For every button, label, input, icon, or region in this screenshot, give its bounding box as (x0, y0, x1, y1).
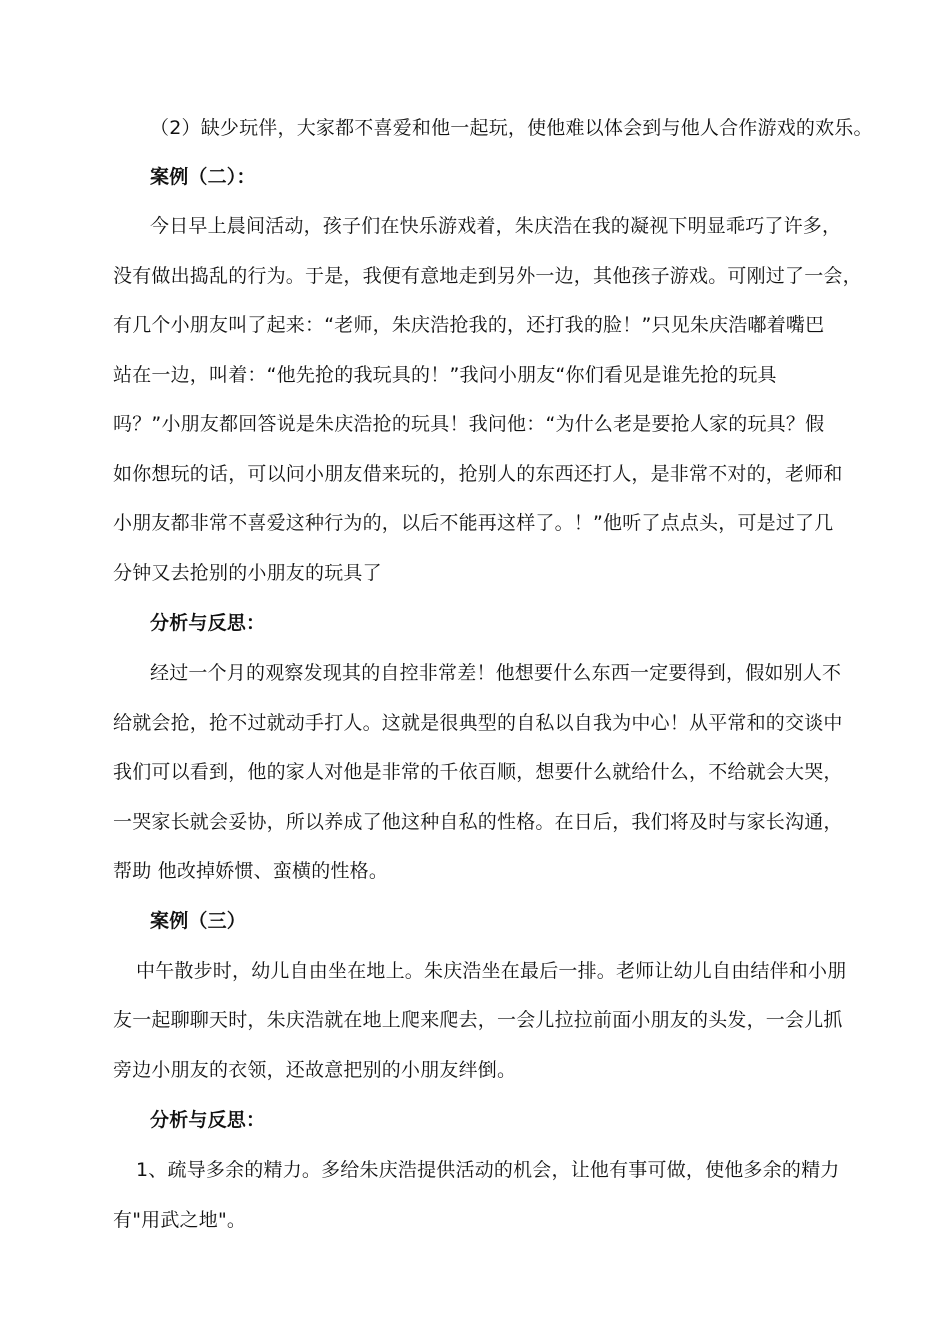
paragraph-line: （2）缺少玩伴，大家都不喜爱和他一起玩，使他难以体会到与他人合作游戏的欢乐。 (150, 117, 873, 139)
paragraph-line: 我们可以看到，他的家人对他是非常的千依百顺，想要什么就给什么，不给就会大哭， (113, 761, 843, 783)
paragraph-line: 帮助 他改掉娇惯、蛮横的性格。 (113, 860, 389, 882)
paragraph-line: 有几个小朋友叫了起来：“老师，朱庆浩抢我的，还打我的脸！”只见朱庆浩嘟着嘴巴 (113, 314, 825, 336)
paragraph-line: 给就会抢，抢不过就动手打人。这就是很典型的自私以自我为中心！从平常和的交谈中 (113, 712, 843, 734)
paragraph-line: 中午散步时，幼儿自由坐在地上。朱庆浩坐在最后一排。老师让幼儿自由结伴和小朋 (136, 960, 847, 982)
paragraph-line: 今日早上晨间活动，孩子们在快乐游戏着，朱庆浩在我的凝视下明显乖巧了许多， (150, 215, 842, 237)
section-heading: 分析与反思： (150, 1109, 266, 1131)
paragraph-line: 一哭家长就会妥协，所以养成了他这种自私的性格。在日后，我们将及时与家长沟通， (113, 811, 843, 833)
paragraph-line: 友一起聊聊天时，朱庆浩就在地上爬来爬去，一会儿拉拉前面小朋友的头发，一会儿抓 (113, 1009, 843, 1031)
paragraph-line: 有"用武之地"。 (113, 1209, 247, 1231)
paragraph-line: 经过一个月的观察发现其的自控非常差！他想要什么东西一定要得到，假如别人不 (150, 662, 842, 684)
paragraph-line: 没有做出捣乱的行为。于是，我便有意地走到另外一边，其他孩子游戏。可刚过了一会， (113, 265, 862, 287)
section-heading: 分析与反思： (150, 612, 266, 634)
paragraph-line: 站在一边，叫着：“他先抢的我玩具的！”我问小朋友“你们看见是谁先抢的玩具 (113, 364, 777, 386)
paragraph-line: 旁边小朋友的衣领，还故意把别的小朋友绊倒。 (113, 1059, 517, 1081)
paragraph-line: 1、疏导多余的精力。多给朱庆浩提供活动的机会，让他有事可做，使他多余的精力 (136, 1159, 840, 1181)
paragraph-line: 吗？”小朋友都回答说是朱庆浩抢的玩具！我问他：“为什么老是要抢人家的玩具？假 (113, 413, 825, 435)
section-heading: 案例（三） (150, 910, 247, 932)
paragraph-line: 如你想玩的话，可以问小朋友借来玩的，抢别人的东西还打人，是非常不对的，老师和 (113, 463, 843, 485)
paragraph-line: 小朋友都非常不喜爱这种行为的，以后不能再这样了。！”他听了点点头，可是过了几 (113, 512, 834, 534)
section-heading: 案例（二）： (150, 166, 256, 188)
paragraph-line: 分钟又去抢别的小朋友的玩具了 (113, 562, 382, 584)
